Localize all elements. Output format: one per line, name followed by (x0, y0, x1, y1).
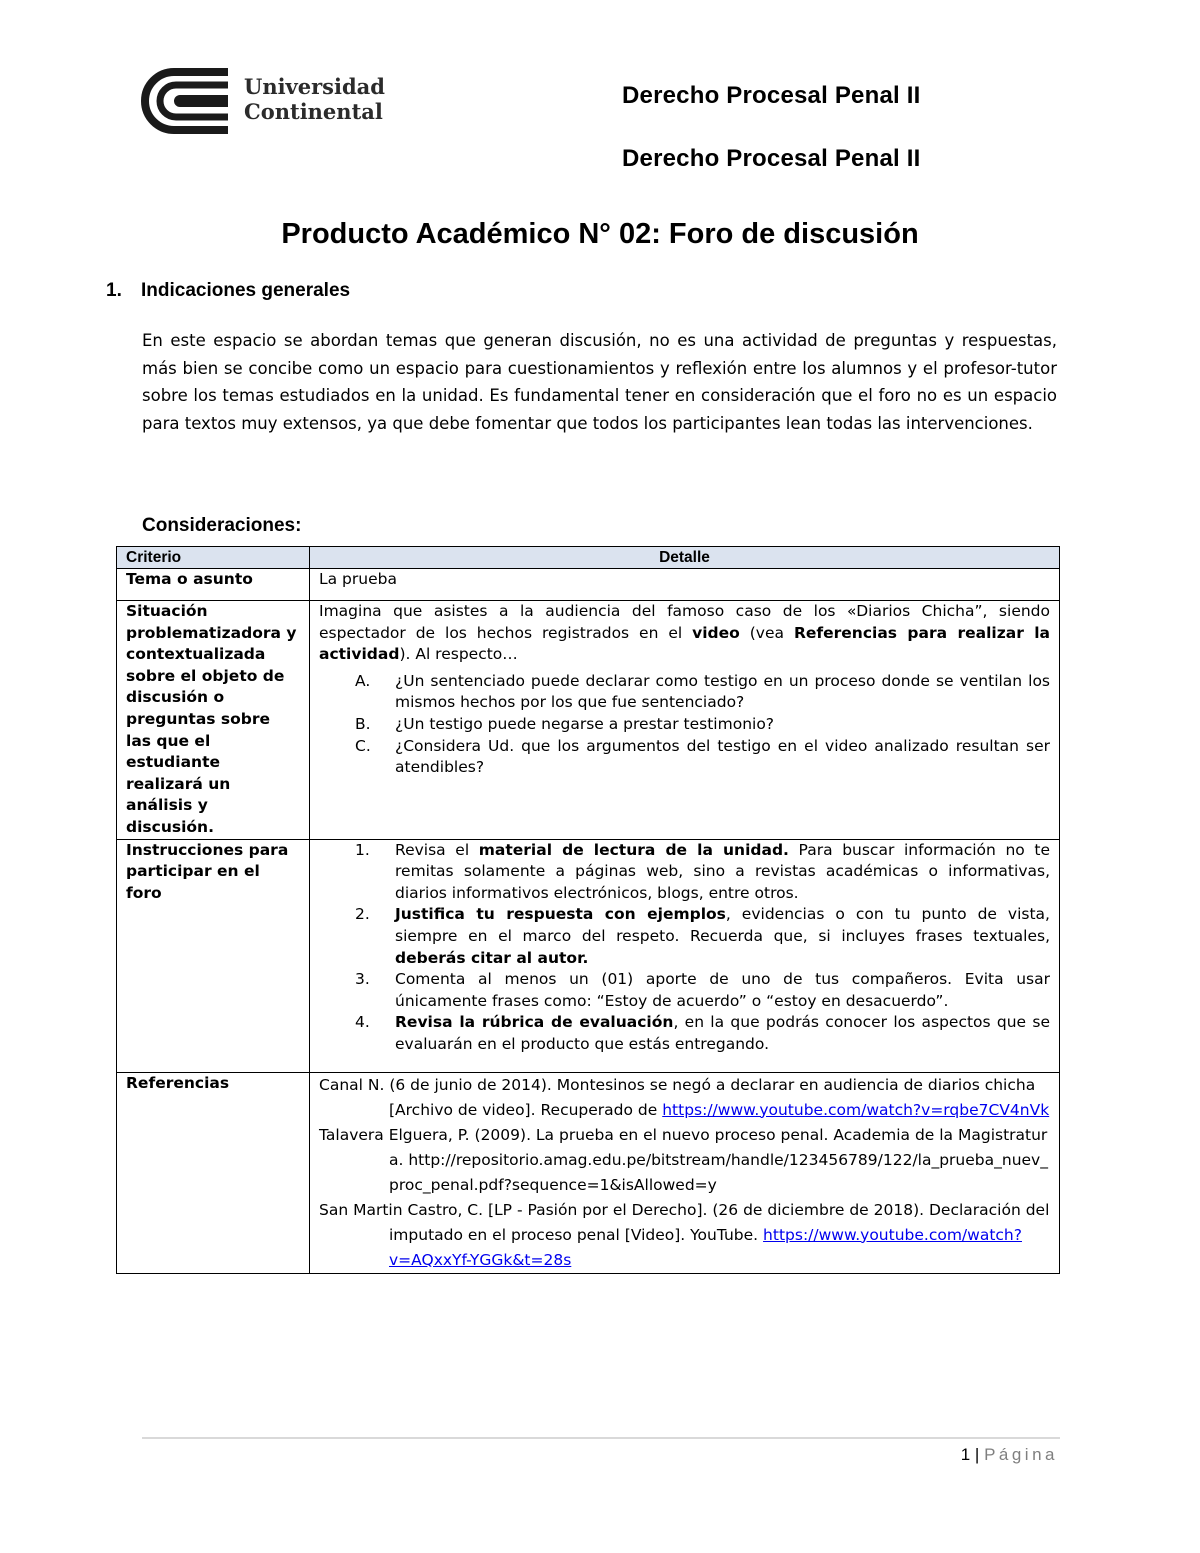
column-header-criterio: Criterio (117, 547, 310, 569)
page-word: Página (984, 1445, 1058, 1464)
row-label: Referencias (117, 1072, 310, 1273)
list-item (319, 840, 1050, 905)
section-heading (106, 280, 350, 302)
list-bold: Justifica tu respuesta con ejemplos (395, 905, 726, 924)
reference-link[interactable]: https://www.youtube.com/watch?v=AQxxYf-YGGk&t=28s (389, 1225, 1022, 1269)
logo-mark-icon (140, 68, 236, 134)
list-text: , en la que podrás conocer los aspectos que se evaluarán en el producto que estás entregando. (395, 1013, 1051, 1053)
table-header-row (117, 547, 1060, 569)
document-title: Producto Académico N° 02: Foro de discusión (281, 218, 919, 250)
list-marker: 2. (355, 905, 370, 924)
considerations-heading: Consideraciones: (142, 515, 302, 536)
list-bold: material de lectura de la unidad. (478, 840, 789, 859)
list-text: ¿Un sentenciado puede declarar como testigo en un proceso donde se ventilan los mismos hechos por los que fue sentenciado? (395, 671, 1050, 712)
reference-text: Canal N. (6 de junio de 2014). Montesinos se negó a declarar en audiencia de diarios chicha [Archivo de video]. Recuperado de (319, 1075, 1036, 1119)
table-row-situacion (117, 601, 1060, 840)
list-text: ¿Un testigo puede negarse a prestar testimonio? (395, 714, 775, 733)
table-row-referencias (117, 1072, 1060, 1273)
footer-separator: | (974, 1445, 980, 1464)
reference-item (319, 1123, 1050, 1198)
reference-text: Talavera Elguera, P. (2009). La prueba en el nuevo proceso penal. Academia de la Magistratura. http://repositorio.amag.edu.pe/bitstream/handle/123456789/122/la_prueba_nuev_proc_penal.pdf?sequence=1&isAllowed=y (319, 1125, 1048, 1194)
table-row-instrucciones (117, 839, 1060, 1072)
list-item (319, 904, 1050, 969)
question-list (319, 671, 1050, 779)
list-marker: A. (355, 671, 371, 690)
reference-text: San Martin Castro, C. [LP - Pasión por el Derecho]. (26 de diciembre de 2018). Declaración del imputado en el proceso penal [Video]. YouTube. (319, 1200, 1050, 1244)
list-marker: 4. (355, 1013, 370, 1032)
criteria-table (116, 546, 1060, 1274)
situation-intro (319, 601, 1050, 666)
logo-line-1: Universidad (244, 74, 385, 99)
intro-text: Imagina que asistes a la audiencia del famoso caso de los «Diarios Chicha”, siendo espectador de los hechos registrados en el (319, 602, 1050, 642)
footer-divider (142, 1437, 1060, 1439)
list-marker: 3. (355, 970, 370, 989)
university-logo (140, 68, 385, 134)
intro-bold: Referencias para realizar la actividad (319, 623, 1051, 664)
instruction-list (319, 840, 1050, 1056)
list-item (319, 736, 1050, 779)
column-header-detalle: Detalle (310, 547, 1060, 569)
list-item (319, 671, 1050, 714)
list-text: , evidencias o con tu punto de vista, siempre en el marco del respeto. Recuerda que, si incluyes frases textuales, (395, 905, 1050, 945)
list-marker: B. (355, 714, 371, 733)
row-detail: La prueba (310, 569, 1060, 601)
list-text: Comenta al menos un (01) aporte de uno de tus compañeros. Evita usar únicamente frases como: “Estoy de acuerdo” o “estoy en desacuerdo”. (395, 970, 1050, 1010)
table-row-tema (117, 569, 1060, 601)
list-text: ¿Considera Ud. que los argumentos del testigo en el video analizado resultan ser atendibles? (395, 736, 1050, 777)
row-detail (310, 1072, 1060, 1273)
intro-text: ). Al respecto… (399, 645, 518, 664)
course-title-1: Derecho Procesal Penal II (622, 82, 921, 109)
list-item (319, 1012, 1050, 1055)
section-number: 1. (106, 280, 122, 301)
page-footer (961, 1445, 1058, 1465)
logo-line-2: Continental (244, 99, 383, 124)
list-bold: deberás citar al autor. (395, 948, 589, 967)
list-item (319, 714, 1050, 736)
intro-bold: video (692, 623, 740, 642)
reference-item (319, 1198, 1050, 1273)
section-heading-text: Indicaciones generales (141, 280, 351, 301)
row-label: Tema o asunto (117, 569, 310, 601)
section-paragraph: En este espacio se abordan temas que generan discusión, no es una actividad de preguntas y respuestas, más bien se concibe como un espacio para cuestionamientos y reflexión entre los alumnos y el profesor-tutor sobre los temas estudiados en la unidad. Es fundamental tener en consideración que el foro no es un espacio para textos muy extensos, ya que debe fomentar que todos los participantes lean todas las intervenciones. (142, 331, 1057, 433)
row-detail (310, 601, 1060, 840)
list-text: Para buscar información no te remitas solamente a páginas web, sino a revistas académicas o informativas, diarios informativos electrónicos, blogs, entre otros. (395, 840, 1051, 902)
reference-item (319, 1073, 1050, 1123)
list-item (319, 969, 1050, 1012)
intro-text: (vea (739, 623, 794, 642)
list-text: Revisa el (395, 840, 479, 859)
page-number: 1 (960, 1445, 971, 1464)
course-title-2: Derecho Procesal Penal II (622, 145, 921, 172)
row-detail (310, 839, 1060, 1072)
reference-link[interactable]: https://www.youtube.com/watch?v=rqbe7CV4nVk (662, 1100, 1050, 1119)
list-marker: 1. (355, 840, 370, 859)
list-bold: Revisa la rúbrica de evaluación (395, 1013, 674, 1032)
list-marker: C. (355, 736, 371, 755)
row-label: Situación problematizadora y contextualizada sobre el objeto de discusión o preguntas sobre las que el estudiante realizará un análisis y discusión. (117, 601, 310, 840)
row-label: Instrucciones para participar en el foro (117, 839, 310, 1072)
